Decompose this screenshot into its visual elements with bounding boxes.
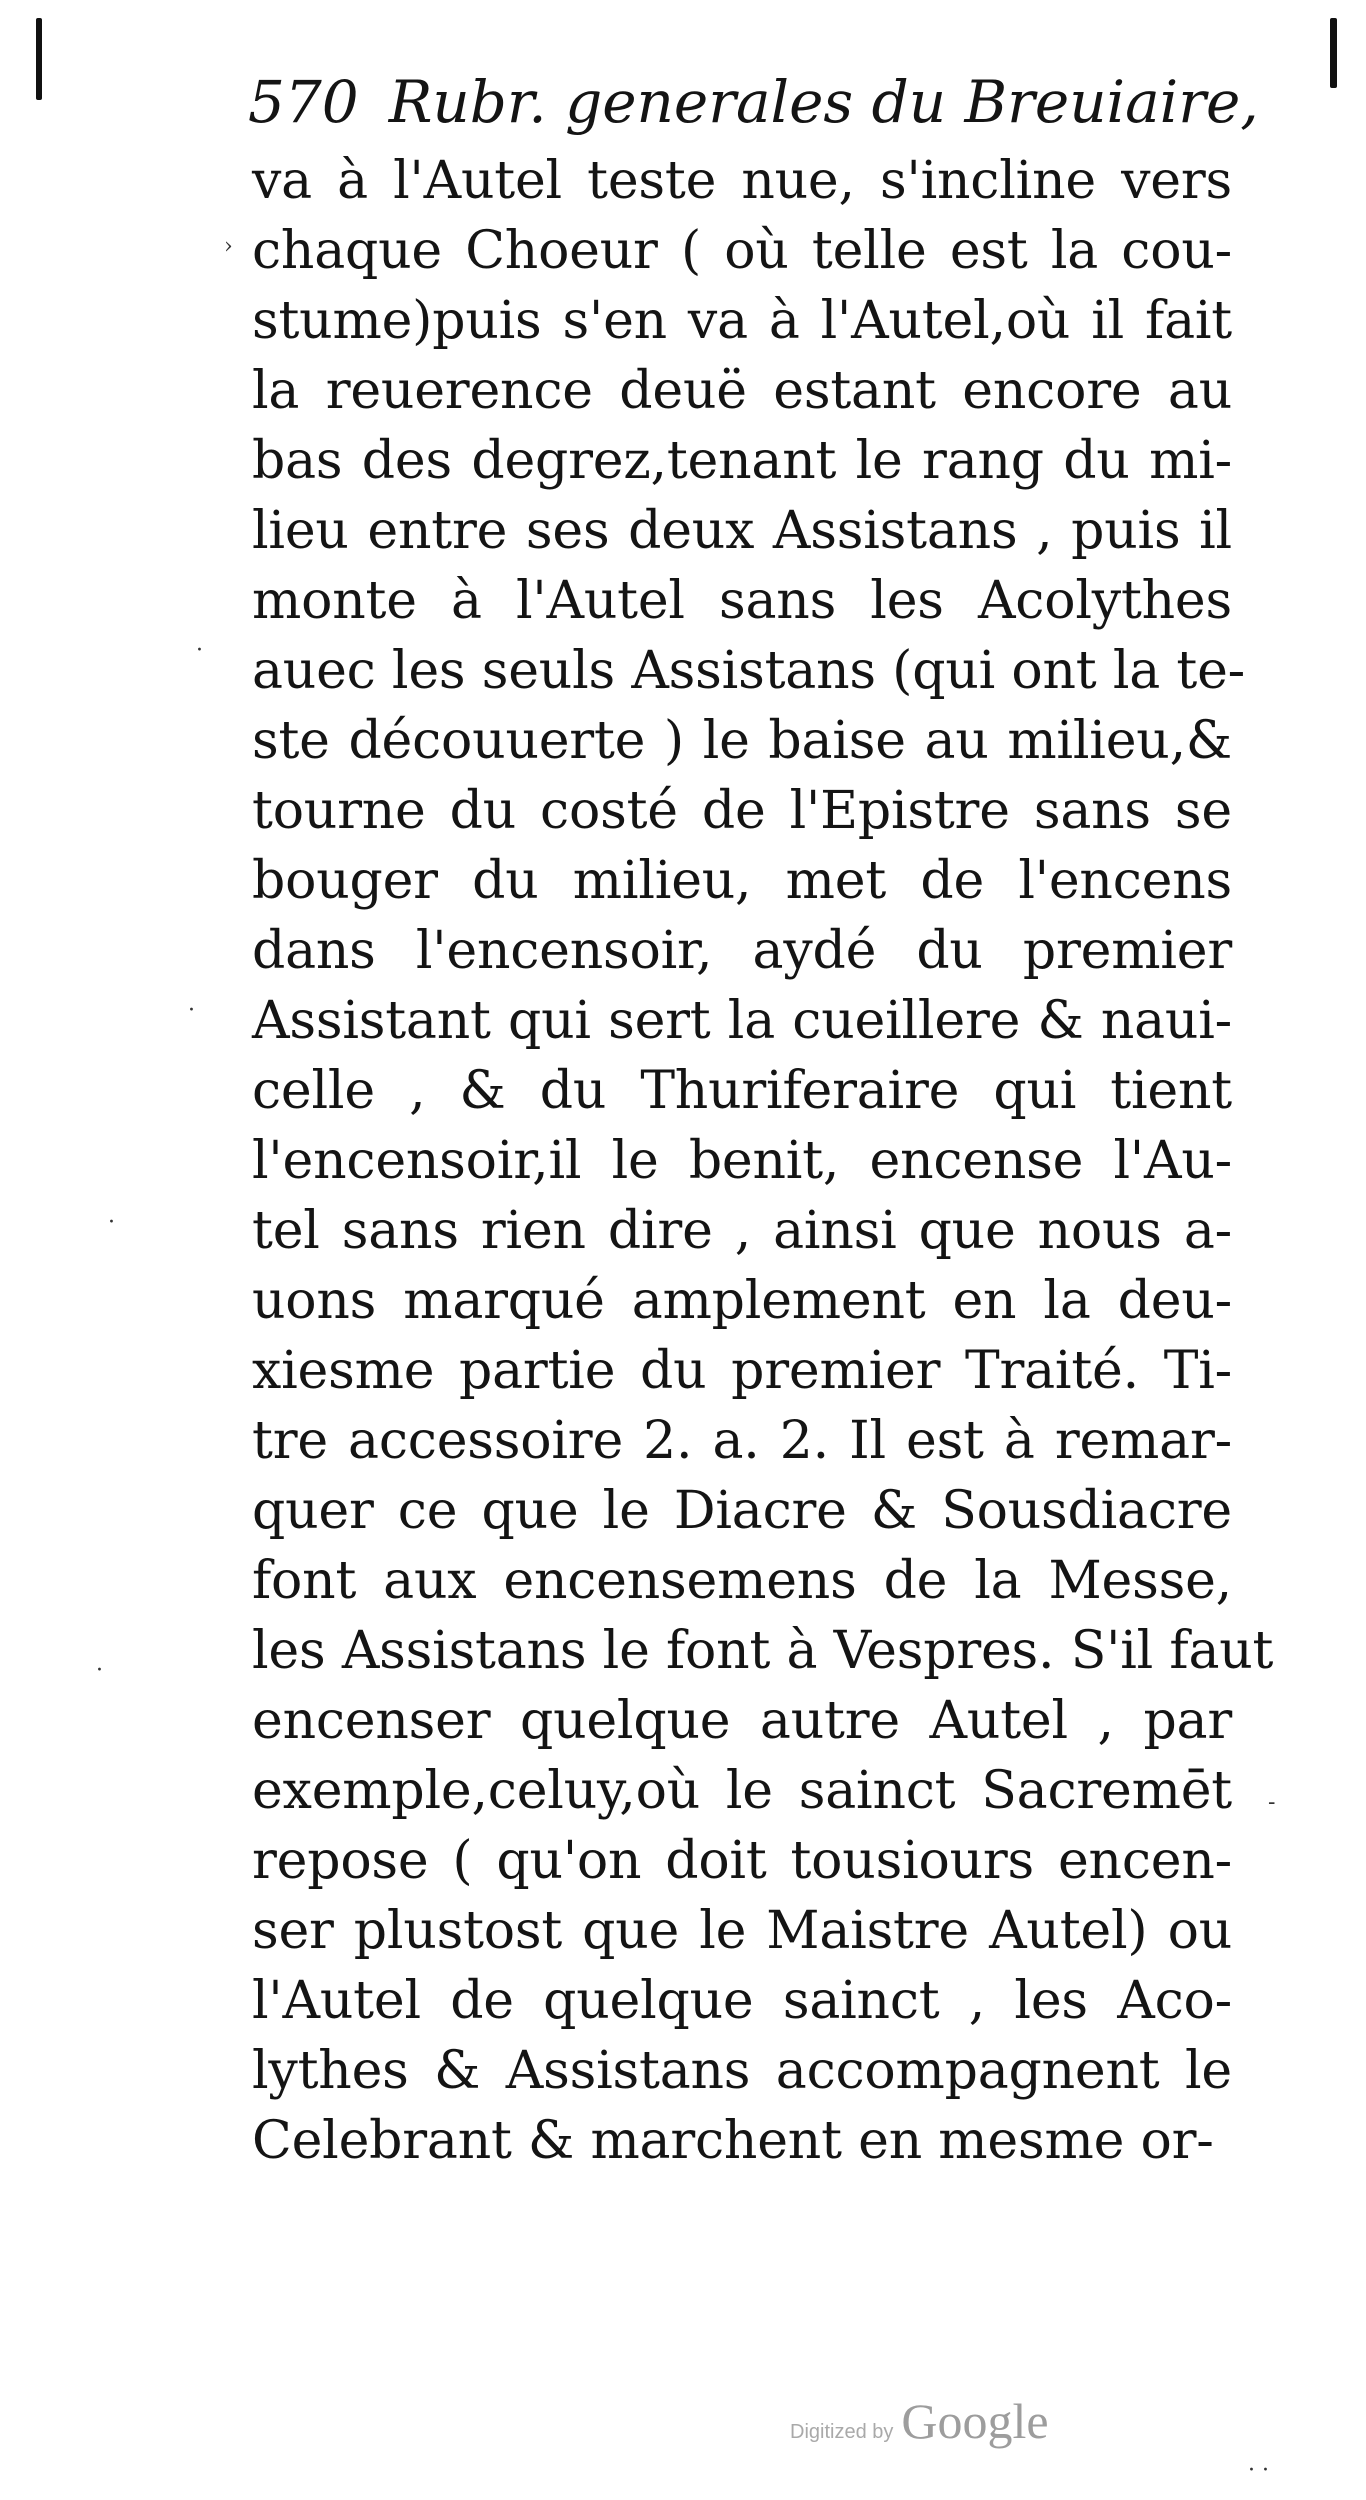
left-edge-mark bbox=[36, 18, 42, 100]
print-speck: · bbox=[188, 998, 195, 1023]
text-line: les Assistans le font à Vespres. S'il faut bbox=[252, 1621, 1274, 1681]
text-line: tel sans rien dire , ainsi que nous a- bbox=[252, 1201, 1232, 1261]
text-line: Assistant qui sert la cueillere & naui- bbox=[252, 991, 1232, 1051]
text-line: uons marqué amplement en la deu- bbox=[252, 1271, 1232, 1331]
text-line: chaque Choeur ( où telle est la cou- bbox=[252, 221, 1232, 281]
text-line: encenser quelque autre Autel , par bbox=[252, 1691, 1232, 1751]
print-speck: · bbox=[108, 1210, 115, 1235]
text-line: xiesme partie du premier Traité. Ti- bbox=[252, 1341, 1232, 1401]
text-line: lieu entre ses deux Assistans , puis il bbox=[252, 501, 1232, 561]
text-line: lythes & Assistans accompagnent le bbox=[252, 2041, 1232, 2101]
print-speck: · bbox=[196, 638, 203, 663]
text-line: ste découuerte ) le baise au milieu,& bbox=[252, 711, 1232, 771]
text-line: tourne du costé de l'Epistre sans se bbox=[252, 781, 1232, 841]
text-line: ser plustost que le Maistre Autel) ou bbox=[252, 1901, 1232, 1961]
watermark-prefix: Digitized by bbox=[790, 2421, 894, 2443]
text-line: Celebrant & marchent en mesme or- bbox=[252, 2111, 1214, 2171]
google-logo: Google bbox=[901, 2393, 1049, 2449]
text-line: l'Autel de quelque sainct , les Aco- bbox=[252, 1971, 1232, 2031]
right-edge-mark bbox=[1330, 18, 1337, 88]
text-line: stume)puis s'en va à l'Autel,où il fait bbox=[252, 291, 1232, 351]
page-number: 570 bbox=[248, 68, 359, 136]
text-line: bouger du milieu, met de l'encens bbox=[252, 851, 1232, 911]
text-line: font aux encensemens de la Messe, bbox=[252, 1551, 1232, 1611]
running-title: Rubr. generales du Breuiaire, bbox=[388, 68, 1259, 136]
text-line: dans l'encensoir, aydé du premier bbox=[252, 921, 1232, 981]
text-line: quer ce que le Diacre & Sousdiacre bbox=[252, 1481, 1232, 1541]
print-speck: · bbox=[96, 1658, 103, 1683]
text-line: va à l'Autel teste nue, s'incline vers bbox=[252, 151, 1232, 211]
text-line: la reuerence deuë estant encore au bbox=[252, 361, 1232, 421]
body-text bbox=[252, 146, 1274, 2176]
print-speck: - bbox=[1268, 1790, 1276, 1815]
print-speck: › bbox=[224, 234, 233, 259]
text-line: repose ( qu'on doit tousiours encen- bbox=[252, 1831, 1232, 1891]
running-head bbox=[248, 62, 1259, 142]
text-line: exemple,celuy,où le sainct Sacremēt bbox=[252, 1761, 1232, 1821]
digitized-watermark bbox=[790, 2392, 1049, 2450]
print-speck: · · bbox=[1248, 2458, 1269, 2483]
text-line: auec les seuls Assistans (qui ont la te- bbox=[252, 641, 1246, 701]
text-line: bas des degrez,tenant le rang du mi- bbox=[252, 431, 1232, 491]
text-line: celle , & du Thuriferaire qui tient bbox=[252, 1061, 1232, 1121]
text-line: tre accessoire 2. a. 2. Il est à remar- bbox=[252, 1411, 1232, 1471]
text-line: l'encensoir,il le benit, encense l'Au- bbox=[252, 1131, 1232, 1191]
text-line: monte à l'Autel sans les Acolythes bbox=[252, 571, 1232, 631]
